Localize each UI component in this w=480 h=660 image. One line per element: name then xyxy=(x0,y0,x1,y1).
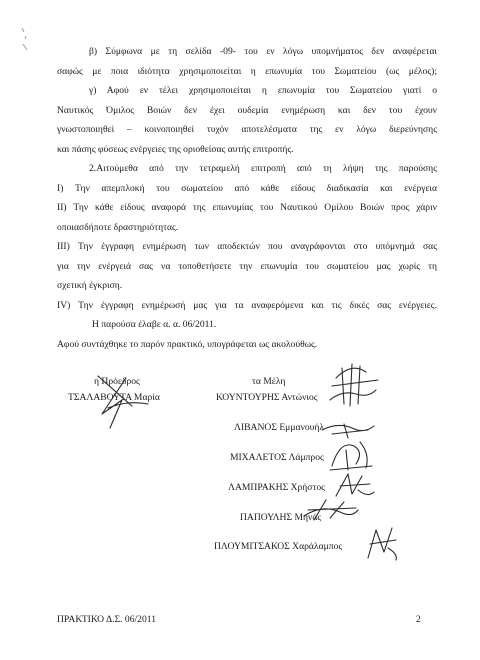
body-line: IV) Την έγγραφη ενημέρωσή μας για τα αναφερόμενα και τις δικές σας ενέργειες. xyxy=(57,299,437,311)
body-line: οποιασδήποτε δραστηριότητας. xyxy=(57,221,179,233)
member-signature xyxy=(322,360,382,410)
member-name: ΛΑΜΠΡΑΚΗΣ Χρήστος xyxy=(228,482,325,493)
page-number: 2 xyxy=(416,614,421,625)
member-name: ΠΑΠΟΥΛΗΣ Μηνάς xyxy=(240,512,322,523)
member-name: ΜΙΧΑΛΕΤΟΣ Λάμπρος xyxy=(230,452,324,463)
member-signature xyxy=(300,494,362,524)
member-signature xyxy=(362,522,402,564)
chair-name: ΤΣΑΛΑΒΟΥΤΑ Μαρία xyxy=(68,392,160,403)
scan-mark-icon xyxy=(18,26,32,56)
chair-role: η Πρόεδρος xyxy=(94,376,140,387)
body-line: για την ενέργειά σας να τοποθετήσετε την επωνυμία του σωματείου μας χωρίς τη xyxy=(57,260,437,272)
member-name: ΠΛΟΥΜΙΤΣΑΚΟΣ Χαράλαμπος xyxy=(214,541,343,552)
members-role: τα Μέλη xyxy=(252,376,286,387)
body-line: γνωστοποιηθεί – κοινοποιηθεί τυχόν αποτελέσματα της εν λόγω διερεύνησης xyxy=(57,124,437,135)
body-line: I) Την απεμπλοκή του σωματείου από κάθε είδους διαδικασία και ενέργεια xyxy=(57,182,437,194)
body-line: σαφώς με ποια ιδιότητα χρησιμοποιείται η επωνυμία του Σωματείου (ως μέλος); xyxy=(57,65,437,77)
chair-signature xyxy=(88,370,160,436)
date-line: Η παρούσα έλαβε α. α. 06/2011. xyxy=(92,319,217,330)
member-name: ΚΟΥΝΤΟΥΡΗΣ Αντώνιος xyxy=(216,392,318,403)
body-line: III) Την έγγραφη ενημέρωση των αποδεκτών που αναγράφονται στο υπόμνημά σας xyxy=(57,241,437,252)
body-line: και πάσης φύσεως ενέργειες της οριοθείσας αυτής επιτροπής. xyxy=(57,143,294,155)
footer-doc-ref: ΠΡΑΚΤΙΚΟ Δ.Σ. 06/2011 xyxy=(57,614,156,625)
member-name: ΛΙΒΑΝΟΣ Εμμανουήλ xyxy=(234,422,325,433)
body-line: γ) Αφού εν τέλει χρησιμοποιείται η επωνυμία του Σωματείου γιατί ο xyxy=(89,85,437,96)
closing-line: Αφού συντάχθηκε το παρόν πρακτικό, υπογράφεται ως ακολούθως. xyxy=(57,339,318,350)
body-line: β) Σύμφωνα με τη σελίδα -09- του εν λόγω υπομνήματος δεν αναφέρεται xyxy=(89,46,437,57)
body-line: Ναυτικός Όμιλος Βοιών δεν έχει ουδεμία ενημέρωση και δεν του έχουν xyxy=(57,104,437,116)
body-line: 2.Αιτούμεθα από την τετραμελή επιτροπή από τη λήψη της παρούσης xyxy=(89,163,437,174)
body-line: II) Την κάθε είδους αναφορά της επωνυμίας του Ναυτικού Ομίλου Βοιών προς χάριν xyxy=(57,202,437,213)
body-line: σχετική έγκριση. xyxy=(57,280,123,291)
body-text xyxy=(57,42,437,315)
